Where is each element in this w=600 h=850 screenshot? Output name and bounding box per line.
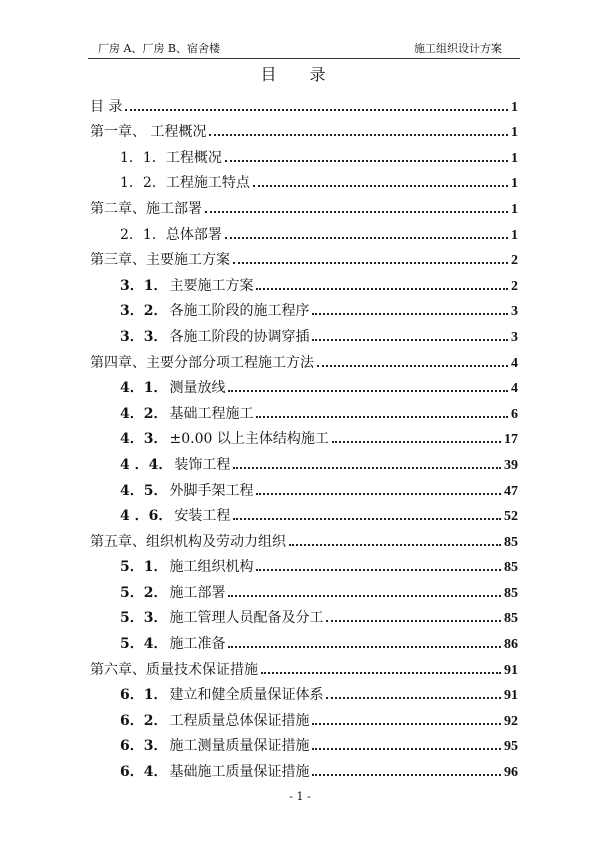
toc-entry-number: 3．1． <box>120 277 168 294</box>
toc-entry-label: 施工部署 <box>169 584 226 601</box>
toc-entry[interactable] <box>90 141 518 167</box>
toc-entry[interactable] <box>90 423 518 449</box>
toc-entry-label: 安装工程 <box>174 508 231 525</box>
toc-dot-leader <box>253 185 508 187</box>
toc-entry-label: ±0.00 以上主体结构施工 <box>169 431 329 448</box>
header-project: 厂房 A、厂房 B、宿舍楼 <box>98 42 221 55</box>
toc-entry-page: 1 <box>511 201 518 217</box>
toc-entry-page: 2 <box>511 253 518 269</box>
toc-entry-page: 52 <box>504 509 518 525</box>
toc-dot-leader <box>256 416 508 418</box>
toc-entry-page: 91 <box>504 688 518 704</box>
toc-entry[interactable] <box>90 295 518 321</box>
toc-entry-page: 96 <box>504 765 518 781</box>
toc-entry-label: 第三章、主要施工方案 <box>90 252 230 269</box>
toc-entry-number: 3．3． <box>120 328 168 345</box>
toc-entry[interactable] <box>90 269 518 295</box>
toc-entry[interactable] <box>90 474 518 500</box>
toc-entry-label: 施工组织机构 <box>169 559 254 576</box>
toc-entry[interactable] <box>90 167 518 193</box>
toc-entry-page: 4 <box>511 381 518 397</box>
toc-dot-leader <box>205 211 508 213</box>
toc-entry-page: 1 <box>511 227 518 243</box>
toc-dot-leader <box>233 467 501 469</box>
toc-entry[interactable] <box>90 627 518 653</box>
toc-entry[interactable] <box>90 320 518 346</box>
toc-entry[interactable] <box>90 653 518 679</box>
toc-entry-page: 95 <box>504 739 518 755</box>
toc-dot-leader <box>289 544 501 546</box>
toc-entry[interactable] <box>90 500 518 526</box>
toc-dot-leader <box>225 237 508 239</box>
page-number: - 1 - <box>289 790 311 803</box>
toc-entry-page: 2 <box>511 278 518 294</box>
toc-entry-number: 5．4． <box>120 636 168 653</box>
toc-entry-page: 92 <box>504 713 518 729</box>
toc-entry-number: 6．2． <box>120 712 168 729</box>
toc-title: 目 录 <box>260 65 340 84</box>
toc-entry[interactable] <box>90 90 518 116</box>
toc-entry-number: 4．2． <box>120 405 168 422</box>
toc-entry-number: 4 ．4． <box>120 456 173 473</box>
toc-entry[interactable] <box>90 397 518 423</box>
toc-entry[interactable] <box>90 116 518 142</box>
toc-entry-number: 6．3． <box>120 738 168 755</box>
toc-dot-leader <box>209 134 508 136</box>
toc-entry-page: 4 <box>511 355 518 371</box>
toc-dot-leader <box>326 697 501 699</box>
toc-entry-label: 2．1．总体部署 <box>120 226 222 243</box>
toc-dot-leader <box>261 672 501 674</box>
toc-dot-leader <box>228 595 501 597</box>
toc-entry-label: 1．2．工程施工特点 <box>120 175 250 192</box>
toc-entry-page: 86 <box>504 637 518 653</box>
toc-entry-page: 1 <box>511 150 518 166</box>
toc-entry-label: 各施工阶段的协调穿插 <box>169 328 310 345</box>
toc-entry-label: 第五章、组织机构及劳动力组织 <box>90 533 286 550</box>
toc-entry-label: 基础工程施工 <box>169 405 254 422</box>
toc-dot-leader <box>312 339 508 341</box>
toc-entry-page: 1 <box>511 125 518 141</box>
toc-entry[interactable] <box>90 346 518 372</box>
header-doc-title: 施工组织设计方案 <box>414 42 502 55</box>
toc-dot-leader <box>233 518 501 520</box>
toc-entry[interactable] <box>90 704 518 730</box>
toc-entry-page: 6 <box>511 406 518 422</box>
toc-entry-label: 1．1．工程概况 <box>120 149 222 166</box>
toc-entry-page: 47 <box>504 483 518 499</box>
toc-entry-page: 85 <box>504 585 518 601</box>
toc-entry-number: 6．1． <box>120 687 168 704</box>
toc-entry-label: 外脚手架工程 <box>169 482 254 499</box>
toc-entry[interactable] <box>90 448 518 474</box>
toc-dot-leader <box>312 748 501 750</box>
toc-entry-label: 测量放线 <box>169 380 226 397</box>
toc-entry[interactable] <box>90 372 518 398</box>
table-of-contents <box>90 90 518 781</box>
toc-entry-page: 39 <box>504 457 518 473</box>
toc-entry-page: 85 <box>504 611 518 627</box>
toc-entry-label: 第六章、质量技术保证措施 <box>90 661 258 678</box>
toc-dot-leader <box>332 441 501 443</box>
toc-entry[interactable] <box>90 576 518 602</box>
toc-entry-label: 各施工阶段的施工程序 <box>169 303 310 320</box>
toc-dot-leader <box>256 569 501 571</box>
toc-entry-label: 施工测量质量保证措施 <box>169 738 310 755</box>
toc-entry-number: 4．5． <box>120 482 168 499</box>
toc-entry-page: 85 <box>504 534 518 550</box>
toc-dot-leader <box>317 365 508 367</box>
toc-entry-page: 85 <box>504 560 518 576</box>
toc-dot-leader <box>125 109 508 111</box>
toc-entry-label: 工程质量总体保证措施 <box>169 712 310 729</box>
toc-entry-label: 基础施工质量保证措施 <box>169 764 310 781</box>
toc-entry[interactable] <box>90 730 518 756</box>
toc-entry[interactable] <box>90 551 518 577</box>
toc-dot-leader <box>228 390 508 392</box>
toc-dot-leader <box>312 774 501 776</box>
toc-entry[interactable] <box>90 525 518 551</box>
toc-entry-number: 3．2． <box>120 303 168 320</box>
toc-entry-label: 第四章、主要分部分项工程施工方法 <box>90 354 314 371</box>
toc-entry-label: 装饰工程 <box>174 456 231 473</box>
toc-entry-label: 第一章、 工程概况 <box>90 124 207 141</box>
toc-entry-number: 5．2． <box>120 584 168 601</box>
toc-dot-leader <box>312 313 508 315</box>
toc-entry[interactable] <box>90 755 518 781</box>
toc-entry-label: 施工管理人员配备及分工 <box>169 610 324 627</box>
toc-entry-number: 4．3． <box>120 431 168 448</box>
header-divider <box>88 58 520 59</box>
toc-entry[interactable] <box>90 679 518 705</box>
toc-entry[interactable] <box>90 218 518 244</box>
toc-entry-number: 6．4． <box>120 764 168 781</box>
toc-dot-leader <box>256 288 508 290</box>
toc-entry-label: 主要施工方案 <box>169 277 254 294</box>
toc-entry[interactable] <box>90 244 518 270</box>
toc-entry-label: 目 录 <box>90 98 123 115</box>
toc-entry-number: 5．1． <box>120 559 168 576</box>
toc-entry-number: 4．1． <box>120 380 168 397</box>
toc-entry-number: 4 ．6． <box>120 508 173 525</box>
toc-dot-leader <box>228 646 501 648</box>
toc-entry-page: 1 <box>511 99 518 115</box>
toc-dot-leader <box>312 723 501 725</box>
toc-dot-leader <box>326 620 501 622</box>
toc-dot-leader <box>256 493 501 495</box>
toc-entry-label: 第二章、施工部署 <box>90 200 202 217</box>
toc-entry-label: 施工准备 <box>169 636 226 653</box>
toc-entry[interactable] <box>90 192 518 218</box>
toc-entry-label: 建立和健全质量保证体系 <box>169 687 324 704</box>
toc-entry-page: 91 <box>504 662 518 678</box>
toc-entry-page: 3 <box>511 304 518 320</box>
toc-entry-page: 3 <box>511 329 518 345</box>
toc-dot-leader <box>225 160 508 162</box>
toc-entry[interactable] <box>90 602 518 628</box>
page-header <box>90 38 520 56</box>
toc-entry-page: 17 <box>504 432 518 448</box>
toc-entry-number: 5．3． <box>120 610 168 627</box>
toc-entry-page: 1 <box>511 176 518 192</box>
toc-dot-leader <box>233 262 508 264</box>
